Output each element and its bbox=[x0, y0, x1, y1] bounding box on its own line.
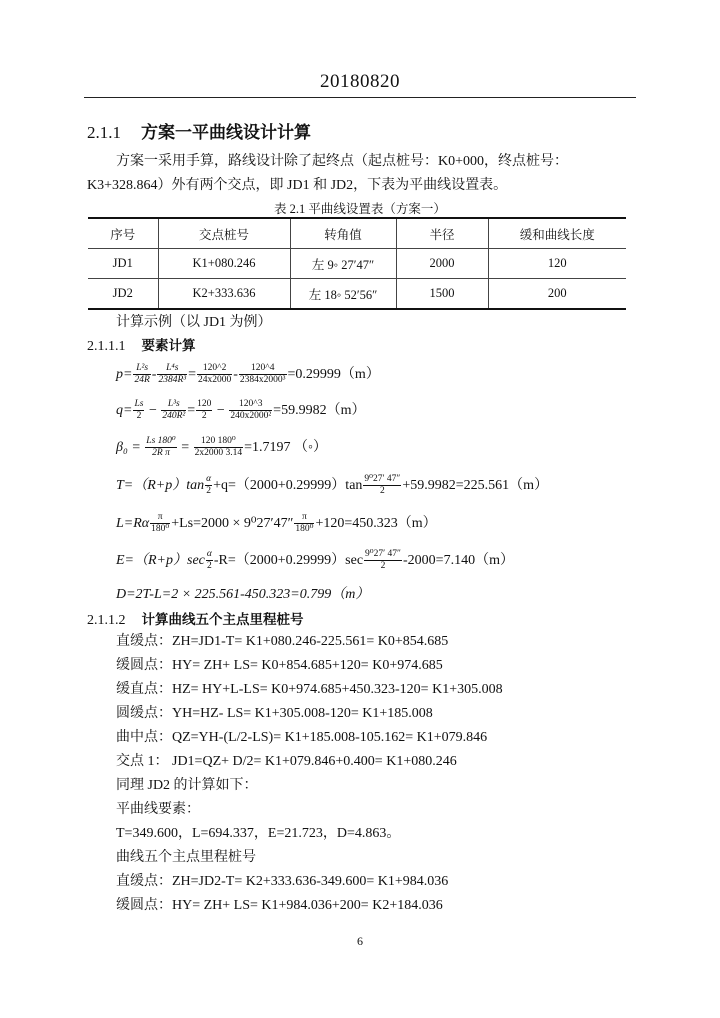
formula-mid: +Ls=2000 × 9⁰27′47″ bbox=[171, 516, 294, 531]
formula-D: D=2T-L=2 × 225.561-450.323=0.799（m） bbox=[116, 587, 370, 602]
frac-den: 180⁰ bbox=[295, 524, 314, 535]
formula-result: =0.29999（m） bbox=[287, 367, 380, 382]
frac-num: Ls 180⁰ bbox=[146, 436, 176, 447]
section-title: 方案一平曲线设计计算 bbox=[141, 123, 311, 143]
table-cell: JD1 bbox=[88, 249, 158, 279]
frac-num: L²s bbox=[133, 363, 150, 375]
table-cell: 200 bbox=[488, 279, 626, 310]
formula-E bbox=[116, 549, 514, 572]
page-number: 6 bbox=[357, 934, 363, 948]
frac-den: 2384x2000³ bbox=[239, 375, 286, 386]
formula-op: = bbox=[187, 403, 196, 418]
stake-line: 平曲线要素： bbox=[116, 802, 200, 817]
table-header-cell: 转角值 bbox=[290, 218, 396, 249]
table-row bbox=[88, 249, 626, 279]
formula-result: -2000=7.140（m） bbox=[403, 553, 514, 568]
subsection-title: 计算曲线五个主点里程桩号 bbox=[141, 612, 304, 628]
frac-num: 120^3 bbox=[229, 399, 272, 411]
curve-settings-table bbox=[88, 217, 626, 310]
formula-beta bbox=[116, 436, 327, 459]
formula-op: - bbox=[151, 367, 157, 382]
formula-mid: +q=（2000+0.29999）tan bbox=[213, 478, 363, 493]
table-cell: 左 18◦ 52′56″ bbox=[290, 279, 396, 310]
table-cell: 2000 bbox=[396, 249, 488, 279]
formula-lhs: q= bbox=[116, 403, 133, 418]
subsection-heading-2 bbox=[87, 608, 304, 629]
frac-den: 2 bbox=[136, 411, 142, 422]
formula-result: =1.7197 （◦） bbox=[244, 440, 327, 455]
frac-den: 2 bbox=[207, 561, 212, 572]
frac-num: 120^2 bbox=[197, 363, 232, 375]
formula-lhs: T=（R+p）tan bbox=[116, 478, 205, 493]
frac-num: L⁴s bbox=[157, 363, 187, 375]
table-caption: 表 2.1 平曲线设置表（方案一） bbox=[274, 202, 446, 216]
formula-lhs: L=Rα bbox=[116, 516, 150, 531]
section-number: 2.1.1 bbox=[87, 123, 121, 142]
table-cell: 1500 bbox=[396, 279, 488, 310]
frac-num: 9⁰27′ 47″ bbox=[364, 474, 401, 485]
formula-result: =59.9982（m） bbox=[273, 403, 366, 418]
frac-num: α bbox=[206, 474, 212, 485]
table-header-row bbox=[88, 218, 626, 249]
stake-line: 直缓点：ZH=JD1-T= K1+080.246-225.561= K0+854.685 bbox=[116, 634, 449, 649]
frac-num: 120 180⁰ bbox=[194, 436, 244, 448]
example-note: 计算示例（以 JD1 为例） bbox=[116, 315, 272, 330]
frac-den: 2384R³ bbox=[158, 375, 187, 386]
stake-line: 缓直点：HZ= HY+L-LS= K0+974.685+450.323-120= K1+305.008 bbox=[116, 682, 503, 697]
header-title: 20180820 bbox=[320, 71, 400, 92]
stake-line: 直缓点：ZH=JD2-T= K2+333.636-349.600= K1+984.036 bbox=[116, 874, 449, 889]
formula-lhs: E=（R+p）sec bbox=[116, 553, 205, 568]
stake-line: 同理 JD2 的计算如下： bbox=[116, 778, 258, 793]
frac-num: L³s bbox=[161, 399, 186, 411]
formula-result: +59.9982=225.561（m） bbox=[402, 478, 549, 493]
formula-op: − bbox=[145, 403, 161, 418]
subsection-number: 2.1.1.1 bbox=[87, 339, 126, 354]
formula-result: +120=450.323（m） bbox=[315, 516, 437, 531]
table-cell: JD2 bbox=[88, 279, 158, 310]
stake-line: 缓圆点：HY= ZH+ LS= K0+854.685+120= K0+974.685 bbox=[116, 658, 443, 673]
table-cell: K2+333.636 bbox=[158, 279, 290, 310]
frac-num: 120^4 bbox=[239, 363, 287, 375]
frac-den: 2x2000 3.14 bbox=[194, 448, 243, 459]
intro-line-2: K3+328.864）外有两个交点，即 JD1 和 JD2，下表为平曲线设置表。 bbox=[87, 178, 508, 193]
frac-den: 180⁰ bbox=[151, 524, 170, 535]
formula-q bbox=[116, 399, 365, 422]
frac-den: 240R² bbox=[162, 411, 186, 422]
formula-op: = bbox=[188, 367, 196, 382]
header-rule bbox=[84, 97, 636, 98]
subsection-title: 要素计算 bbox=[141, 338, 196, 354]
formula-op: − bbox=[213, 403, 229, 418]
table-header-cell: 序号 bbox=[88, 218, 158, 249]
frac-num: Ls bbox=[134, 399, 144, 410]
formula-L bbox=[116, 512, 437, 535]
frac-den: 2 bbox=[201, 411, 207, 422]
frac-num: α bbox=[206, 549, 212, 560]
table-cell: 左 9◦ 27′47″ bbox=[290, 249, 396, 279]
formula-op: - bbox=[233, 367, 238, 382]
stake-line: 圆缓点：YH=HZ- LS= K1+305.008-120= K1+185.008 bbox=[116, 706, 433, 721]
table-header-cell: 缓和曲线长度 bbox=[488, 218, 626, 249]
subsection-heading-1 bbox=[87, 334, 196, 355]
table-header-cell: 半径 bbox=[396, 218, 488, 249]
formula-op: = bbox=[177, 440, 193, 455]
frac-num: π bbox=[150, 512, 170, 524]
intro-line-1: 方案一采用手算，路线设计除了起终点（起点桩号：K0+000，终点桩号： bbox=[116, 154, 569, 169]
table-cell: K1+080.246 bbox=[158, 249, 290, 279]
formula-lhs: β₀ = bbox=[116, 440, 145, 455]
table-row bbox=[88, 279, 626, 310]
table-cell: 120 bbox=[488, 249, 626, 279]
frac-den: 24x2000 bbox=[198, 375, 232, 386]
formula-p bbox=[116, 363, 380, 386]
table-header-cell: 交点桩号 bbox=[158, 218, 290, 249]
frac-num: π bbox=[294, 512, 314, 524]
formula-mid: -R=（2000+0.29999）sec bbox=[213, 553, 364, 568]
stake-line: 交点 1： JD1=QZ+ D/2= K1+079.846+0.400= K1+080.246 bbox=[116, 754, 457, 769]
stake-line: 缓圆点：HY= ZH+ LS= K1+984.036+200= K2+184.036 bbox=[116, 898, 443, 913]
frac-den: 2 bbox=[206, 486, 211, 497]
frac-den: 24R bbox=[134, 375, 150, 386]
frac-num: 9⁰27′ 47″ bbox=[365, 549, 402, 560]
frac-den: 2 bbox=[380, 561, 386, 572]
frac-den: 2 bbox=[380, 486, 385, 497]
subsection-number: 2.1.1.2 bbox=[87, 613, 126, 628]
formula-T bbox=[116, 474, 548, 497]
frac-den: 2R π bbox=[152, 448, 170, 459]
section-heading bbox=[87, 118, 311, 143]
stake-line: 曲线五个主点里程桩号 bbox=[116, 850, 256, 865]
stake-line: T=349.600，L=694.337，E=21.723，D=4.863。 bbox=[116, 826, 401, 841]
frac-num: 120 bbox=[197, 399, 212, 410]
stake-line: 曲中点：QZ=YH-(L/2-LS)= K1+185.008-105.162= K1+079.846 bbox=[116, 730, 488, 745]
frac-den: 240x2000² bbox=[230, 411, 272, 422]
formula-lhs: p= bbox=[116, 367, 133, 382]
